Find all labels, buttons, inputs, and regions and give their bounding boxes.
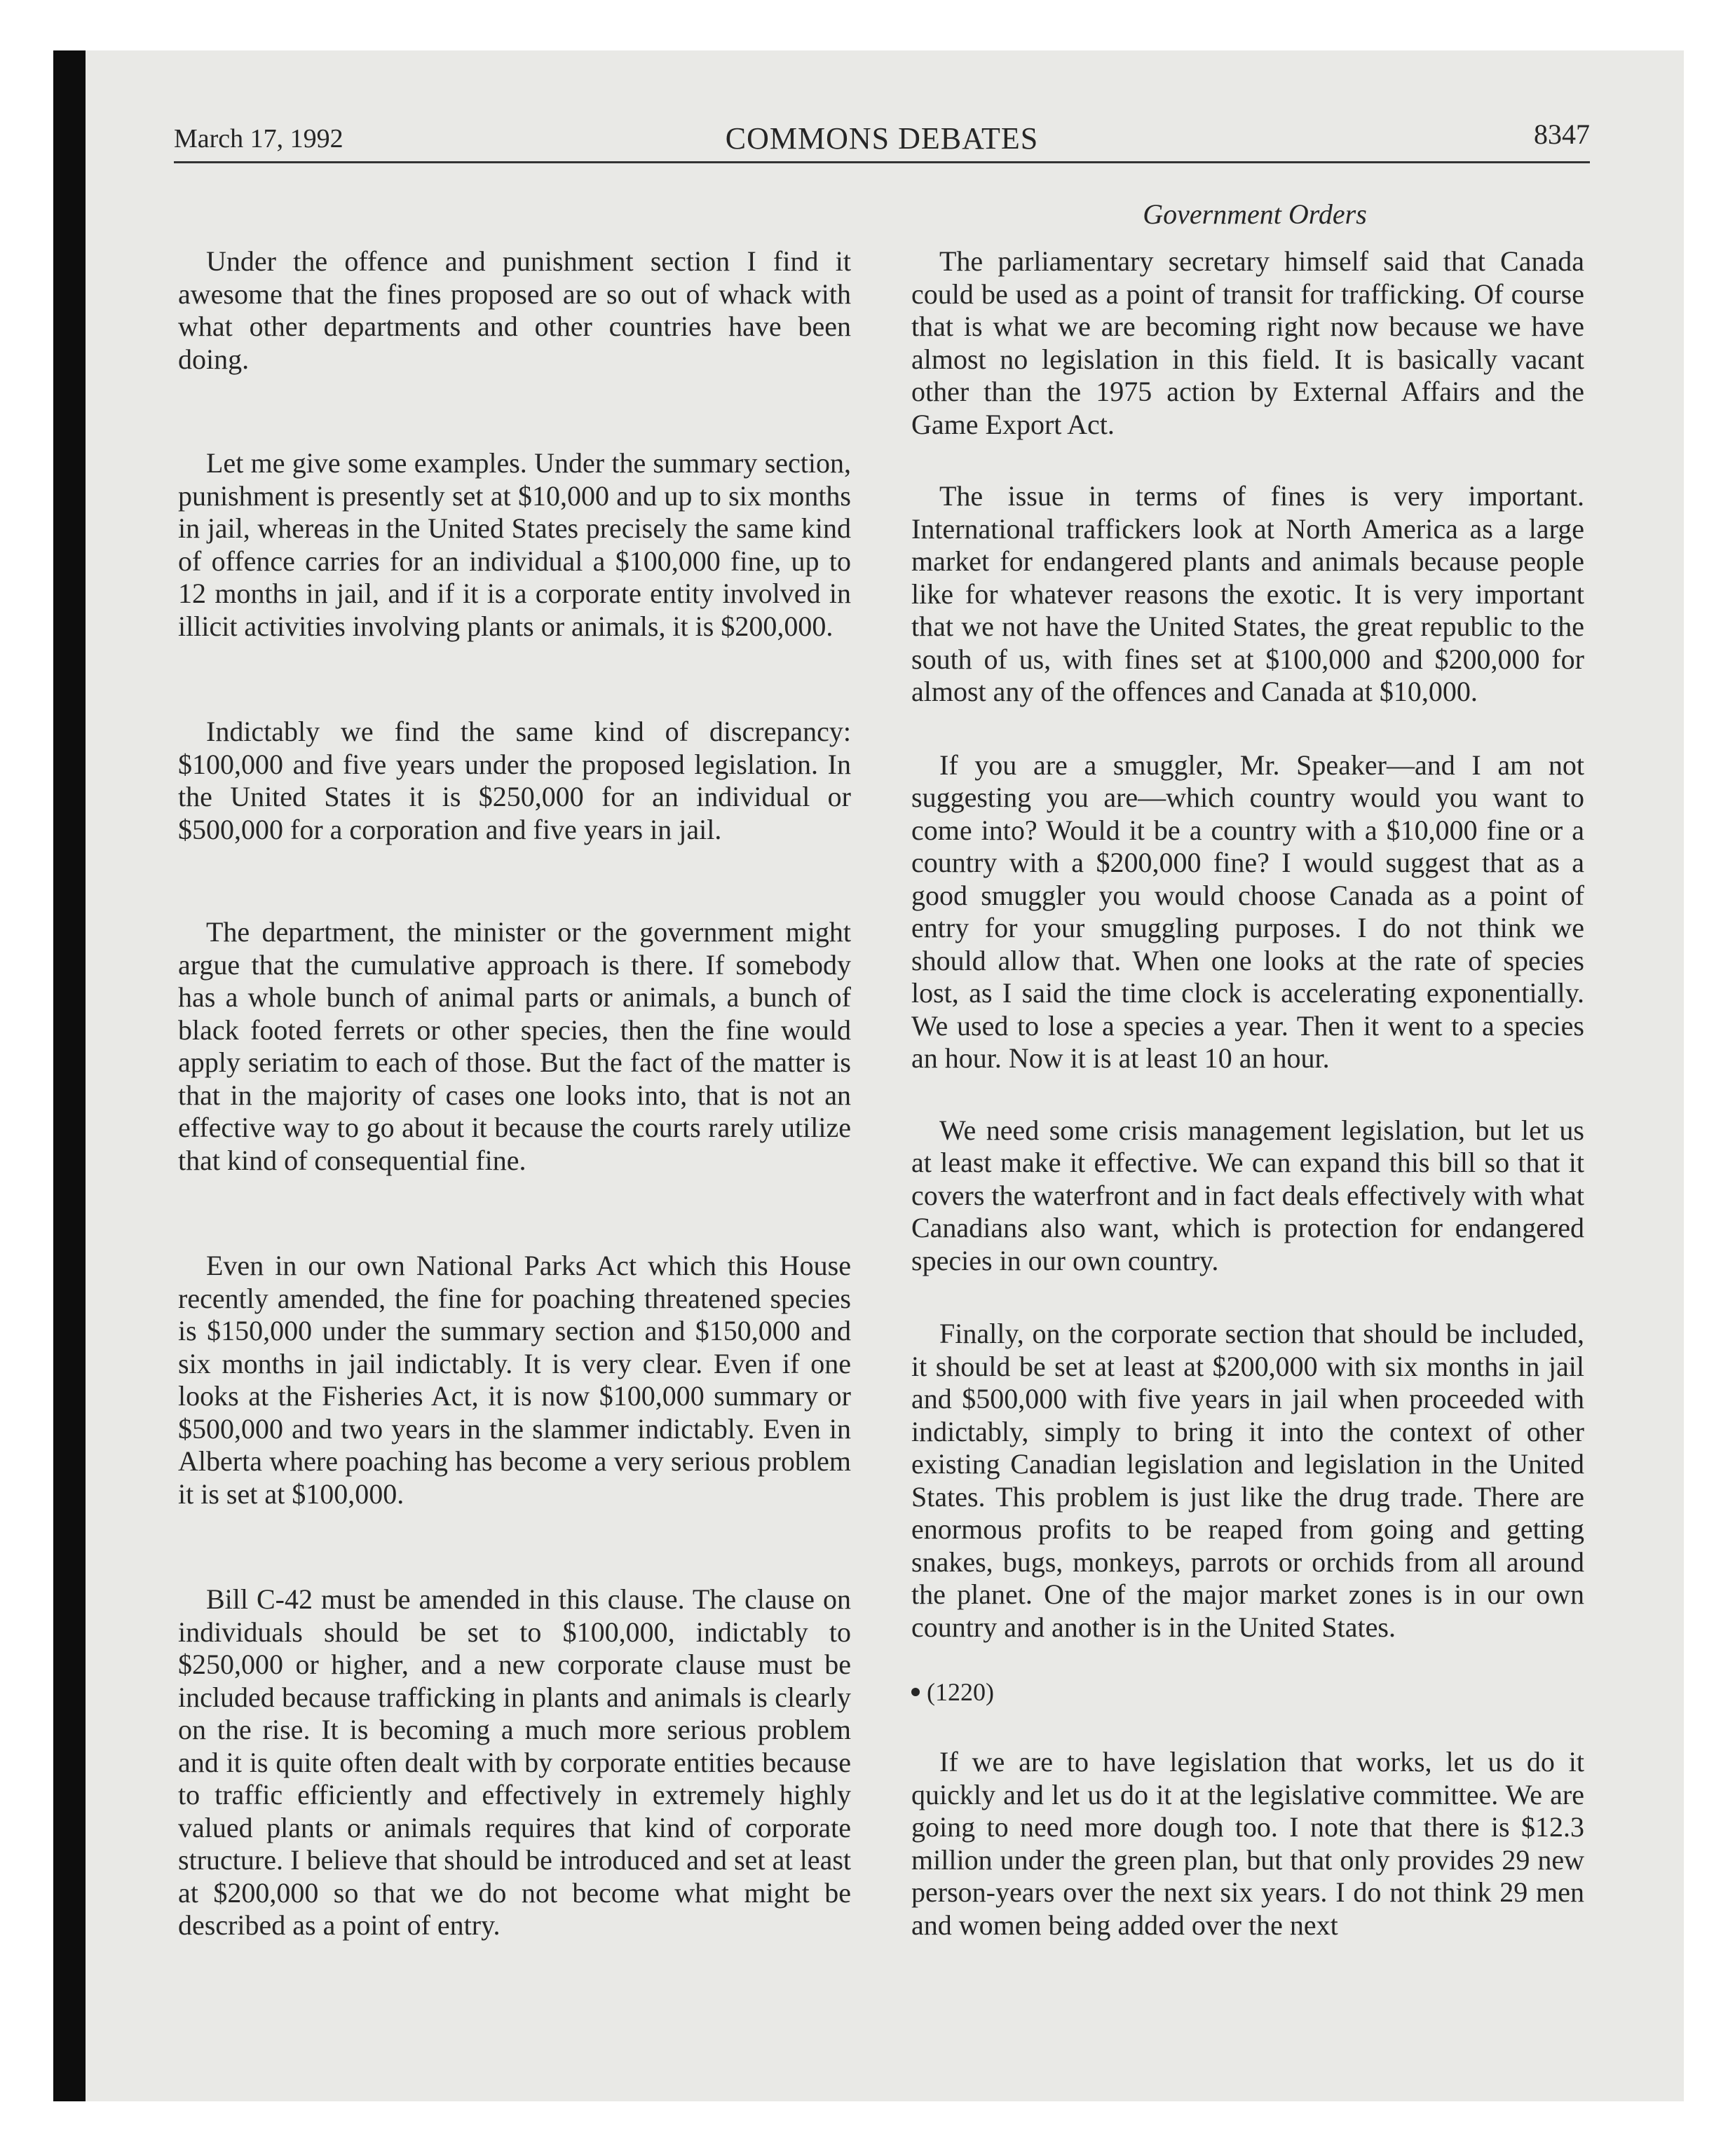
binding-edge xyxy=(53,50,86,2101)
paragraph: If we are to have legislation that works, let us do it quickly and let us do it at the legislative committee. We are going to need more dough too. I note that there is $12.3 million under the green plan, but that only provides 29 new person-years over the next six years. I do not think 29 men and women being added over the next xyxy=(911,1746,1584,1941)
paragraph: Indictably we find the same kind of discrepancy: $100,000 and five years under the proposed legislation. In the United States it is $250,000 for an individual or $500,000 for a corporation and five years in jail. xyxy=(178,716,851,845)
paragraph: The parliamentary secretary himself said that Canada could be used as a point of transit for trafficking. Of course that is what we are becoming right now because we have almost no legislation in this field. It is basically vacant other than the 1975 action by External Affairs and the Game Export Act. xyxy=(911,245,1584,440)
header-title: COMMONS DEBATES xyxy=(725,121,1039,156)
paragraph: Let me give some examples. Under the summary section, punishment is presently set at $10,000 and up to six months in jail, whereas in the United States precisely the same kind of offence carries for an individual a $100,000 fine, up to 12 months in jail, and if it is a corporate entity involved in illicit activities involving plants or animals, it is $200,000. xyxy=(178,447,851,642)
paragraph: Under the offence and punishment section I find it awesome that the fines proposed are so out of whack with what other departments and other countries have been doing. xyxy=(178,245,851,375)
time-marker xyxy=(911,1677,1584,1707)
bullet-icon xyxy=(911,1688,920,1696)
header-date: March 17, 1992 xyxy=(174,124,343,153)
right-column xyxy=(911,245,1584,1942)
paragraph: The department, the minister or the government might argue that the cumulative approach is there. If somebody has a whole bunch of animal parts or animals, a bunch of black footed ferrets or other species, then the fine would apply seriatim to each of those. But the fact of the matter is that in the majority of cases one looks into, that is not an effective way to go about it because the courts rarely utilize that kind of consequential fine. xyxy=(178,916,851,1176)
page-number: 8347 xyxy=(1534,118,1590,150)
page-header xyxy=(174,118,1590,160)
header-rule xyxy=(174,161,1590,163)
paragraph: Bill C-42 must be amended in this clause. The clause on individuals should be set to $100,000, indictably to $250,000 or higher, and a new corporate clause must be included because trafficking in plants and animals is clearly on the rise. It is becoming a much more serious problem and it is quite often dealt with by corporate entities because to traffic efficiently and effectively in extremely highly valued plants or animals requires that kind of corporate structure. I believe that should be introduced and set at least at $200,000 so that we do not become what might be described as a point of entry. xyxy=(178,1583,851,1941)
paragraph: Finally, on the corporate section that should be included, it should be set at least at $200,000 with six months in jail and $500,000 with five years in jail when proceeded with indictably, simply to bring it into the context of other existing Canadian legislation and legislation in the United States. This problem is just like the drug trade. There are enormous profits to be reaped from going and getting snakes, bugs, monkeys, parrots or orchids from all around the planet. One of the major market zones is in our own country and another is in the United States. xyxy=(911,1318,1584,1643)
paragraph: Even in our own National Parks Act which this House recently amended, the fine for poaching threatened species is $150,000 under the summary section and $150,000 and six months in jail indictably. It is very clear. Even if one looks at the Fisheries Act, it is now $100,000 summary or $500,000 and two years in the slammer indictably. Even in Alberta where poaching has become a very serious problem it is set at $100,000. xyxy=(178,1250,851,1510)
section-heading: Government Orders xyxy=(1143,198,1367,230)
paragraph: The issue in terms of fines is very important. International traffickers look at North America as a large market for endangered plants and animals because people like for whatever reasons the exotic. It is very important that we not have the United States, the great republic to the south of us, with fines set at $100,000 and $200,000 for almost any of the offences and Canada at $10,000. xyxy=(911,480,1584,707)
left-column xyxy=(178,245,851,1942)
paragraph: We need some crisis management legislation, but let us at least make it effective. We can expand this bill so that it covers the waterfront and in fact deals effectively with what Canadians also want, which is protection for endangered species in our own country. xyxy=(911,1114,1584,1276)
time-marker-text: (1220) xyxy=(927,1678,994,1706)
paragraph: If you are a smuggler, Mr. Speaker—and I am not suggesting you are—which country would you want to come into? Would it be a country with a $10,000 fine or a country with a $200,000 fine? I would suggest that as a good smuggler you would choose Canada as a point of entry for your smuggling purposes. I do not think we should allow that. When one looks at the rate of species lost, as I said the time clock is accelerating exponentially. We used to lose a species a year. Then it went to a species an hour. Now it is at least 10 an hour. xyxy=(911,749,1584,1074)
